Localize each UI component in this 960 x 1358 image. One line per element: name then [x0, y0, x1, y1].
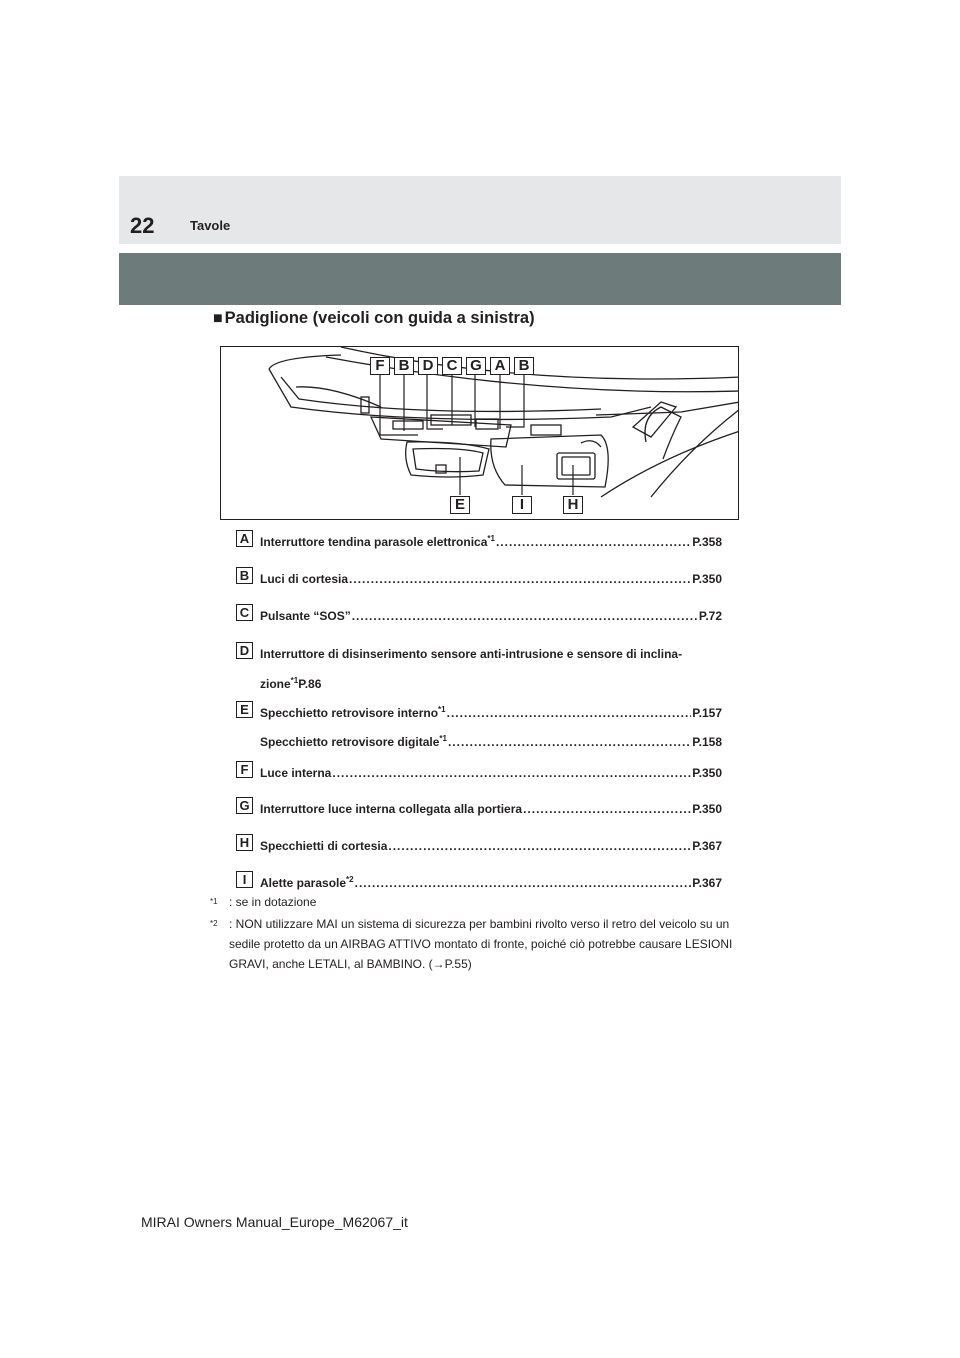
footnote: $^{*1}$ : se in dotazione — [210, 895, 317, 909]
callout-label-e: E — [450, 496, 470, 514]
page-reference[interactable]: P.72 — [698, 609, 722, 623]
leader-dots — [332, 766, 691, 780]
leader-dots — [523, 802, 691, 816]
item-text-continued: zione$^{*1}$P.86 — [260, 676, 322, 691]
page-reference[interactable]: P.157 — [692, 706, 722, 720]
item-text: Specchietti di cortesia — [260, 839, 388, 853]
header-dark-band — [119, 253, 841, 305]
page-reference[interactable]: P.86 — [298, 677, 322, 691]
leader-dots — [352, 609, 698, 623]
page-reference[interactable]: P.367 — [692, 839, 722, 853]
item-text: Interruttore luce interna collegata alla portiera — [260, 802, 523, 816]
item-letter: H — [236, 834, 253, 851]
item-letter: E — [236, 701, 253, 718]
leader-dots — [447, 706, 692, 720]
page-reference[interactable]: P.358 — [692, 535, 722, 549]
callout-label-a: A — [490, 357, 510, 375]
item-letter: C — [236, 604, 253, 621]
item-text: Interruttore di disinserimento sensore anti-intrusione e sensore di inclina- — [260, 647, 683, 661]
footnotes — [210, 892, 750, 974]
item-text: Pulsante “SOS” — [260, 609, 351, 623]
header-band — [119, 176, 841, 244]
page-reference[interactable]: P.350 — [692, 802, 722, 816]
overhead-console-figure — [220, 346, 739, 520]
subheading — [213, 309, 535, 328]
callout-label-h: H — [563, 496, 583, 514]
item-text: Luce interna — [260, 766, 332, 780]
page-reference[interactable]: P.367 — [692, 876, 722, 890]
callout-label-c: C — [442, 357, 462, 375]
leader-dots — [355, 876, 692, 890]
page-footer: MIRAI Owners Manual_Europe_M62067_it — [141, 1214, 408, 1230]
footnote: $^{*2}$ : NON utilizzare MAI un sistema di sicurezza per bambini rivolto verso il retro del veicolo su un sedile protetto da un AIRBAG ATTIVO montato di fronte, poiché ciò potrebbe causare LESIONI GRAVI, anche LETALI, al BAMBINO. (→P.55) — [210, 917, 733, 971]
item-text: Interruttore tendina parasole elettronica$^{*1}$ — [260, 534, 495, 549]
page-number: 22 — [130, 213, 155, 238]
item-text: Specchietto retrovisore interno$^{*1}$ — [260, 705, 446, 720]
page-reference[interactable]: P.350 — [692, 572, 722, 586]
callout-label-g: G — [466, 357, 486, 375]
callout-label-b2: B — [514, 357, 534, 375]
leader-dots — [448, 735, 691, 749]
page-reference[interactable]: P.158 — [692, 735, 722, 749]
item-letter: G — [236, 797, 253, 814]
item-letter: D — [236, 642, 253, 659]
item-letter: B — [236, 567, 253, 584]
page-reference[interactable]: P.350 — [692, 766, 722, 780]
subheading-text: Padiglione (veicoli con guida a sinistra) — [224, 309, 535, 327]
item-letter: F — [236, 761, 253, 778]
callout-label-i: I — [512, 496, 532, 514]
callout-label-f: F — [370, 357, 390, 375]
leader-dots — [388, 839, 691, 853]
item-text: Alette parasole$^{*2}$ — [260, 875, 354, 890]
callout-label-d: D — [418, 357, 438, 375]
square-bullet-icon: ■ — [213, 310, 223, 327]
item-text: Specchietto retrovisore digitale$^{*1}$ — [260, 734, 447, 749]
item-letter: I — [236, 871, 253, 888]
callout-label-b: B — [394, 357, 414, 375]
leader-dots — [349, 572, 691, 586]
item-text: Luci di cortesia — [260, 572, 349, 586]
leader-dots — [496, 535, 691, 549]
item-letter: A — [236, 530, 253, 547]
section-title: Tavole — [190, 218, 231, 233]
